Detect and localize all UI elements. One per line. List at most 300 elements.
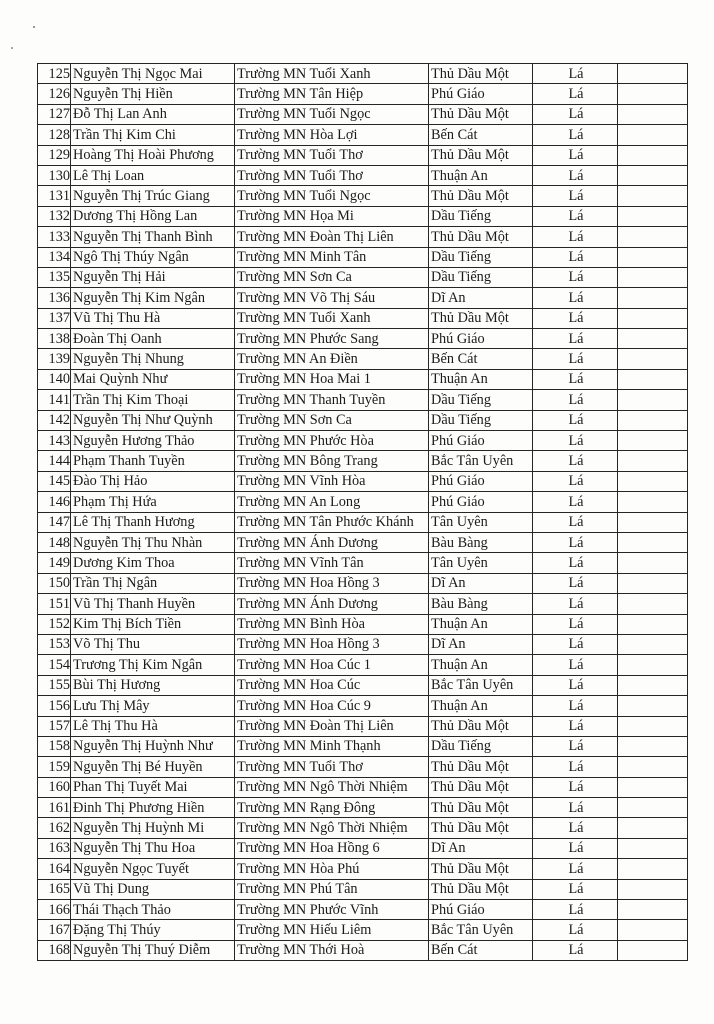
school-name-cell: Trường MN Tuổi Xanh <box>235 64 429 84</box>
row-number-cell: 134 <box>38 247 71 267</box>
row-number-cell: 167 <box>38 920 71 940</box>
teacher-name-cell: Trần Thị Kim Thoại <box>71 390 235 410</box>
result-cell: Lá <box>533 777 618 797</box>
result-cell: Lá <box>533 104 618 124</box>
note-cell <box>618 757 688 777</box>
table-row <box>38 532 688 552</box>
teacher-name-cell: Bùi Thị Hương <box>71 675 235 695</box>
row-number-cell: 126 <box>38 84 71 104</box>
table-row <box>38 512 688 532</box>
row-number-cell: 153 <box>38 634 71 654</box>
row-number-cell: 159 <box>38 757 71 777</box>
note-cell <box>618 64 688 84</box>
district-cell: Phú Giáo <box>429 471 533 491</box>
table-row <box>38 777 688 797</box>
result-cell: Lá <box>533 900 618 920</box>
note-cell <box>618 288 688 308</box>
note-cell <box>618 940 688 960</box>
result-cell: Lá <box>533 206 618 226</box>
school-name-cell: Trường MN Phú Tân <box>235 879 429 899</box>
teacher-name-cell: Đỗ Thị Lan Anh <box>71 104 235 124</box>
district-cell: Dĩ An <box>429 634 533 654</box>
result-cell: Lá <box>533 512 618 532</box>
teacher-name-cell: Lê Thị Thanh Hương <box>71 512 235 532</box>
table-row <box>38 879 688 899</box>
row-number-cell: 163 <box>38 838 71 858</box>
school-name-cell: Trường MN Vĩnh Hòa <box>235 471 429 491</box>
table-row <box>38 125 688 145</box>
teacher-name-cell: Nguyễn Thị Như Quỳnh <box>71 410 235 430</box>
school-name-cell: Trường MN Ánh Dương <box>235 594 429 614</box>
table-row <box>38 675 688 695</box>
result-cell: Lá <box>533 369 618 389</box>
teacher-name-cell: Nguyễn Thị Trúc Giang <box>71 186 235 206</box>
school-name-cell: Trường MN Sơn Ca <box>235 267 429 287</box>
note-cell <box>618 369 688 389</box>
row-number-cell: 129 <box>38 145 71 165</box>
note-cell <box>618 818 688 838</box>
school-name-cell: Trường MN Hòa Phú <box>235 859 429 879</box>
district-cell: Phú Giáo <box>429 329 533 349</box>
result-cell: Lá <box>533 818 618 838</box>
school-name-cell: Trường MN Đoàn Thị Liên <box>235 716 429 736</box>
school-name-cell: Trường MN Thanh Tuyền <box>235 390 429 410</box>
result-cell: Lá <box>533 940 618 960</box>
teacher-name-cell: Nguyễn Thị Hải <box>71 267 235 287</box>
row-number-cell: 143 <box>38 431 71 451</box>
district-cell: Dầu Tiếng <box>429 410 533 430</box>
table-row <box>38 736 688 756</box>
district-cell: Bắc Tân Uyên <box>429 920 533 940</box>
row-number-cell: 160 <box>38 777 71 797</box>
row-number-cell: 139 <box>38 349 71 369</box>
table-row <box>38 614 688 634</box>
table-row <box>38 308 688 328</box>
note-cell <box>618 675 688 695</box>
teacher-name-cell: Mai Quỳnh Như <box>71 369 235 389</box>
result-cell: Lá <box>533 390 618 410</box>
school-name-cell: Trường MN Vĩnh Tân <box>235 553 429 573</box>
row-number-cell: 133 <box>38 227 71 247</box>
teacher-name-cell: Trần Thị Ngân <box>71 573 235 593</box>
result-cell: Lá <box>533 451 618 471</box>
teacher-name-cell: Nguyễn Thị Thuý Diễm <box>71 940 235 960</box>
district-cell: Bàu Bàng <box>429 594 533 614</box>
district-cell: Dầu Tiếng <box>429 736 533 756</box>
note-cell <box>618 308 688 328</box>
row-number-cell: 155 <box>38 675 71 695</box>
table-row <box>38 431 688 451</box>
row-number-cell: 141 <box>38 390 71 410</box>
district-cell: Dầu Tiếng <box>429 390 533 410</box>
district-cell: Thủ Dầu Một <box>429 798 533 818</box>
table-row <box>38 757 688 777</box>
result-cell: Lá <box>533 614 618 634</box>
table-row <box>38 573 688 593</box>
school-name-cell: Trường MN Hoa Cúc 9 <box>235 696 429 716</box>
result-cell: Lá <box>533 125 618 145</box>
roster-table-body <box>38 64 688 961</box>
result-cell: Lá <box>533 920 618 940</box>
teacher-name-cell: Trương Thị Kim Ngân <box>71 655 235 675</box>
district-cell: Thuận An <box>429 369 533 389</box>
school-name-cell: Trường MN Thới Hoà <box>235 940 429 960</box>
row-number-cell: 157 <box>38 716 71 736</box>
table-row <box>38 696 688 716</box>
table-row <box>38 410 688 430</box>
district-cell: Phú Giáo <box>429 84 533 104</box>
teacher-name-cell: Dương Kim Thoa <box>71 553 235 573</box>
row-number-cell: 149 <box>38 553 71 573</box>
teacher-name-cell: Lê Thị Loan <box>71 165 235 185</box>
result-cell: Lá <box>533 594 618 614</box>
result-cell: Lá <box>533 492 618 512</box>
note-cell <box>618 165 688 185</box>
school-name-cell: Trường MN Họa Mi <box>235 206 429 226</box>
note-cell <box>618 736 688 756</box>
table-row <box>38 594 688 614</box>
note-cell <box>618 84 688 104</box>
district-cell: Bắc Tân Uyên <box>429 675 533 695</box>
teacher-name-cell: Ngô Thị Thúy Ngân <box>71 247 235 267</box>
school-name-cell: Trường MN Hoa Hồng 3 <box>235 573 429 593</box>
result-cell: Lá <box>533 532 618 552</box>
school-name-cell: Trường MN Sơn Ca <box>235 410 429 430</box>
school-name-cell: Trường MN Tuổi Thơ <box>235 757 429 777</box>
teacher-name-cell: Nguyễn Thị Ngọc Mai <box>71 64 235 84</box>
school-name-cell: Trường MN Minh Thạnh <box>235 736 429 756</box>
result-cell: Lá <box>533 84 618 104</box>
teacher-name-cell: Lưu Thị Mây <box>71 696 235 716</box>
note-cell <box>618 145 688 165</box>
district-cell: Bắc Tân Uyên <box>429 451 533 471</box>
note-cell <box>618 532 688 552</box>
row-number-cell: 135 <box>38 267 71 287</box>
note-cell <box>618 410 688 430</box>
result-cell: Lá <box>533 308 618 328</box>
row-number-cell: 125 <box>38 64 71 84</box>
table-row <box>38 349 688 369</box>
table-row <box>38 818 688 838</box>
teacher-name-cell: Phan Thị Tuyết Mai <box>71 777 235 797</box>
result-cell: Lá <box>533 247 618 267</box>
teacher-name-cell: Nguyễn Thị Nhung <box>71 349 235 369</box>
row-number-cell: 138 <box>38 329 71 349</box>
district-cell: Dĩ An <box>429 288 533 308</box>
note-cell <box>618 920 688 940</box>
result-cell: Lá <box>533 879 618 899</box>
district-cell: Thủ Dầu Một <box>429 818 533 838</box>
teacher-name-cell: Đào Thị Hảo <box>71 471 235 491</box>
teacher-name-cell: Nguyễn Thị Thanh Bình <box>71 227 235 247</box>
row-number-cell: 128 <box>38 125 71 145</box>
row-number-cell: 151 <box>38 594 71 614</box>
table-row <box>38 145 688 165</box>
school-name-cell: Trường MN Ánh Dương <box>235 532 429 552</box>
note-cell <box>618 696 688 716</box>
district-cell: Thuận An <box>429 655 533 675</box>
district-cell: Thủ Dầu Một <box>429 859 533 879</box>
teacher-name-cell: Hoàng Thị Hoài Phương <box>71 145 235 165</box>
teacher-name-cell: Trần Thị Kim Chi <box>71 125 235 145</box>
school-name-cell: Trường MN Bông Trang <box>235 451 429 471</box>
teacher-name-cell: Phạm Thanh Tuyền <box>71 451 235 471</box>
scan-speck <box>33 26 35 28</box>
district-cell: Thuận An <box>429 614 533 634</box>
district-cell: Thủ Dầu Một <box>429 308 533 328</box>
table-row <box>38 655 688 675</box>
district-cell: Dầu Tiếng <box>429 206 533 226</box>
note-cell <box>618 390 688 410</box>
school-name-cell: Trường MN Minh Tân <box>235 247 429 267</box>
district-cell: Thuận An <box>429 696 533 716</box>
scan-speck <box>11 47 13 49</box>
district-cell: Thủ Dầu Một <box>429 716 533 736</box>
row-number-cell: 146 <box>38 492 71 512</box>
result-cell: Lá <box>533 736 618 756</box>
school-name-cell: Trường MN Rạng Đông <box>235 798 429 818</box>
row-number-cell: 152 <box>38 614 71 634</box>
school-name-cell: Trường MN Tân Hiệp <box>235 84 429 104</box>
row-number-cell: 162 <box>38 818 71 838</box>
teacher-name-cell: Đoàn Thị Oanh <box>71 329 235 349</box>
result-cell: Lá <box>533 349 618 369</box>
result-cell: Lá <box>533 573 618 593</box>
note-cell <box>618 798 688 818</box>
row-number-cell: 158 <box>38 736 71 756</box>
school-name-cell: Trường MN Võ Thị Sáu <box>235 288 429 308</box>
district-cell: Phú Giáo <box>429 431 533 451</box>
result-cell: Lá <box>533 227 618 247</box>
result-cell: Lá <box>533 716 618 736</box>
table-row <box>38 329 688 349</box>
teacher-name-cell: Nguyễn Thị Thu Hoa <box>71 838 235 858</box>
district-cell: Tân Uyên <box>429 512 533 532</box>
result-cell: Lá <box>533 431 618 451</box>
note-cell <box>618 573 688 593</box>
district-cell: Bến Cát <box>429 125 533 145</box>
teacher-name-cell: Nguyễn Thị Huỳnh Mi <box>71 818 235 838</box>
district-cell: Thủ Dầu Một <box>429 104 533 124</box>
result-cell: Lá <box>533 165 618 185</box>
teacher-name-cell: Đinh Thị Phương Hiền <box>71 798 235 818</box>
district-cell: Thủ Dầu Một <box>429 186 533 206</box>
school-name-cell: Trường MN Tân Phước Khánh <box>235 512 429 532</box>
table-row <box>38 390 688 410</box>
row-number-cell: 142 <box>38 410 71 430</box>
table-row <box>38 920 688 940</box>
school-name-cell: Trường MN An Long <box>235 492 429 512</box>
note-cell <box>618 594 688 614</box>
result-cell: Lá <box>533 410 618 430</box>
result-cell: Lá <box>533 634 618 654</box>
teacher-name-cell: Thái Thạch Thảo <box>71 900 235 920</box>
table-row <box>38 104 688 124</box>
school-name-cell: Trường MN Hoa Hồng 3 <box>235 634 429 654</box>
district-cell: Dĩ An <box>429 838 533 858</box>
note-cell <box>618 125 688 145</box>
school-name-cell: Trường MN Đoàn Thị Liên <box>235 227 429 247</box>
district-cell: Tân Uyên <box>429 553 533 573</box>
result-cell: Lá <box>533 471 618 491</box>
note-cell <box>618 247 688 267</box>
school-name-cell: Trường MN An Điền <box>235 349 429 369</box>
result-cell: Lá <box>533 757 618 777</box>
note-cell <box>618 186 688 206</box>
school-name-cell: Trường MN Hiếu Liêm <box>235 920 429 940</box>
school-name-cell: Trường MN Phước Hòa <box>235 431 429 451</box>
district-cell: Dầu Tiếng <box>429 267 533 287</box>
result-cell: Lá <box>533 145 618 165</box>
note-cell <box>618 492 688 512</box>
note-cell <box>618 655 688 675</box>
teacher-name-cell: Vũ Thị Thu Hà <box>71 308 235 328</box>
note-cell <box>618 206 688 226</box>
row-number-cell: 154 <box>38 655 71 675</box>
row-number-cell: 165 <box>38 879 71 899</box>
note-cell <box>618 716 688 736</box>
table-row <box>38 84 688 104</box>
district-cell: Dầu Tiếng <box>429 247 533 267</box>
school-name-cell: Trường MN Phước Vĩnh <box>235 900 429 920</box>
district-cell: Thủ Dầu Một <box>429 757 533 777</box>
note-cell <box>618 777 688 797</box>
note-cell <box>618 267 688 287</box>
result-cell: Lá <box>533 288 618 308</box>
teacher-name-cell: Vũ Thị Dung <box>71 879 235 899</box>
school-name-cell: Trường MN Tuổi Thơ <box>235 145 429 165</box>
table-row <box>38 451 688 471</box>
result-cell: Lá <box>533 859 618 879</box>
note-cell <box>618 859 688 879</box>
result-cell: Lá <box>533 798 618 818</box>
table-row <box>38 369 688 389</box>
school-name-cell: Trường MN Ngô Thời Nhiệm <box>235 777 429 797</box>
note-cell <box>618 227 688 247</box>
note-cell <box>618 104 688 124</box>
table-row <box>38 492 688 512</box>
school-name-cell: Trường MN Hoa Mai 1 <box>235 369 429 389</box>
table-row <box>38 900 688 920</box>
teacher-name-cell: Lê Thị Thu Hà <box>71 716 235 736</box>
teacher-name-cell: Nguyễn Thị Bé Huyền <box>71 757 235 777</box>
row-number-cell: 156 <box>38 696 71 716</box>
school-name-cell: Trường MN Tuổi Thơ <box>235 165 429 185</box>
note-cell <box>618 900 688 920</box>
district-cell: Thuận An <box>429 165 533 185</box>
teacher-name-cell: Nguyễn Ngọc Tuyết <box>71 859 235 879</box>
table-row <box>38 206 688 226</box>
table-row <box>38 838 688 858</box>
table-row <box>38 227 688 247</box>
table-row <box>38 634 688 654</box>
note-cell <box>618 451 688 471</box>
teacher-name-cell: Nguyễn Thị Kim Ngân <box>71 288 235 308</box>
teacher-name-cell: Vũ Thị Thanh Huyền <box>71 594 235 614</box>
table-row <box>38 471 688 491</box>
row-number-cell: 147 <box>38 512 71 532</box>
row-number-cell: 148 <box>38 532 71 552</box>
teacher-name-cell: Phạm Thị Hứa <box>71 492 235 512</box>
note-cell <box>618 838 688 858</box>
teacher-name-cell: Nguyễn Hương Thảo <box>71 431 235 451</box>
row-number-cell: 132 <box>38 206 71 226</box>
note-cell <box>618 431 688 451</box>
result-cell: Lá <box>533 655 618 675</box>
row-number-cell: 127 <box>38 104 71 124</box>
roster-table <box>37 63 688 961</box>
result-cell: Lá <box>533 64 618 84</box>
table-row <box>38 859 688 879</box>
note-cell <box>618 879 688 899</box>
school-name-cell: Trường MN Tuổi Ngọc <box>235 186 429 206</box>
table-row <box>38 247 688 267</box>
school-name-cell: Trường MN Ngô Thời Nhiệm <box>235 818 429 838</box>
result-cell: Lá <box>533 696 618 716</box>
school-name-cell: Trường MN Phước Sang <box>235 329 429 349</box>
table-row <box>38 165 688 185</box>
note-cell <box>618 329 688 349</box>
result-cell: Lá <box>533 186 618 206</box>
school-name-cell: Trường MN Tuổi Ngọc <box>235 104 429 124</box>
teacher-name-cell: Nguyễn Thị Huỳnh Như <box>71 736 235 756</box>
row-number-cell: 145 <box>38 471 71 491</box>
row-number-cell: 136 <box>38 288 71 308</box>
table-row <box>38 716 688 736</box>
result-cell: Lá <box>533 329 618 349</box>
row-number-cell: 131 <box>38 186 71 206</box>
note-cell <box>618 512 688 532</box>
row-number-cell: 144 <box>38 451 71 471</box>
district-cell: Bến Cát <box>429 940 533 960</box>
teacher-name-cell: Kim Thị Bích Tiền <box>71 614 235 634</box>
result-cell: Lá <box>533 267 618 287</box>
note-cell <box>618 634 688 654</box>
district-cell: Bàu Bàng <box>429 532 533 552</box>
school-name-cell: Trường MN Hoa Hồng 6 <box>235 838 429 858</box>
row-number-cell: 164 <box>38 859 71 879</box>
district-cell: Thủ Dầu Một <box>429 777 533 797</box>
school-name-cell: Trường MN Hòa Lợi <box>235 125 429 145</box>
result-cell: Lá <box>533 675 618 695</box>
row-number-cell: 137 <box>38 308 71 328</box>
result-cell: Lá <box>533 553 618 573</box>
row-number-cell: 168 <box>38 940 71 960</box>
district-cell: Thủ Dầu Một <box>429 64 533 84</box>
row-number-cell: 140 <box>38 369 71 389</box>
table-row <box>38 267 688 287</box>
teacher-name-cell: Võ Thị Thu <box>71 634 235 654</box>
table-row <box>38 798 688 818</box>
note-cell <box>618 553 688 573</box>
teacher-name-cell: Nguyễn Thị Thu Nhàn <box>71 532 235 552</box>
school-name-cell: Trường MN Hoa Cúc 1 <box>235 655 429 675</box>
row-number-cell: 150 <box>38 573 71 593</box>
row-number-cell: 166 <box>38 900 71 920</box>
note-cell <box>618 614 688 634</box>
table-row <box>38 940 688 960</box>
note-cell <box>618 471 688 491</box>
school-name-cell: Trường MN Bình Hòa <box>235 614 429 634</box>
table-row <box>38 553 688 573</box>
table-row <box>38 186 688 206</box>
district-cell: Dĩ An <box>429 573 533 593</box>
teacher-name-cell: Đặng Thị Thúy <box>71 920 235 940</box>
school-name-cell: Trường MN Tuổi Xanh <box>235 308 429 328</box>
district-cell: Thủ Dầu Một <box>429 227 533 247</box>
row-number-cell: 161 <box>38 798 71 818</box>
district-cell: Thủ Dầu Một <box>429 145 533 165</box>
